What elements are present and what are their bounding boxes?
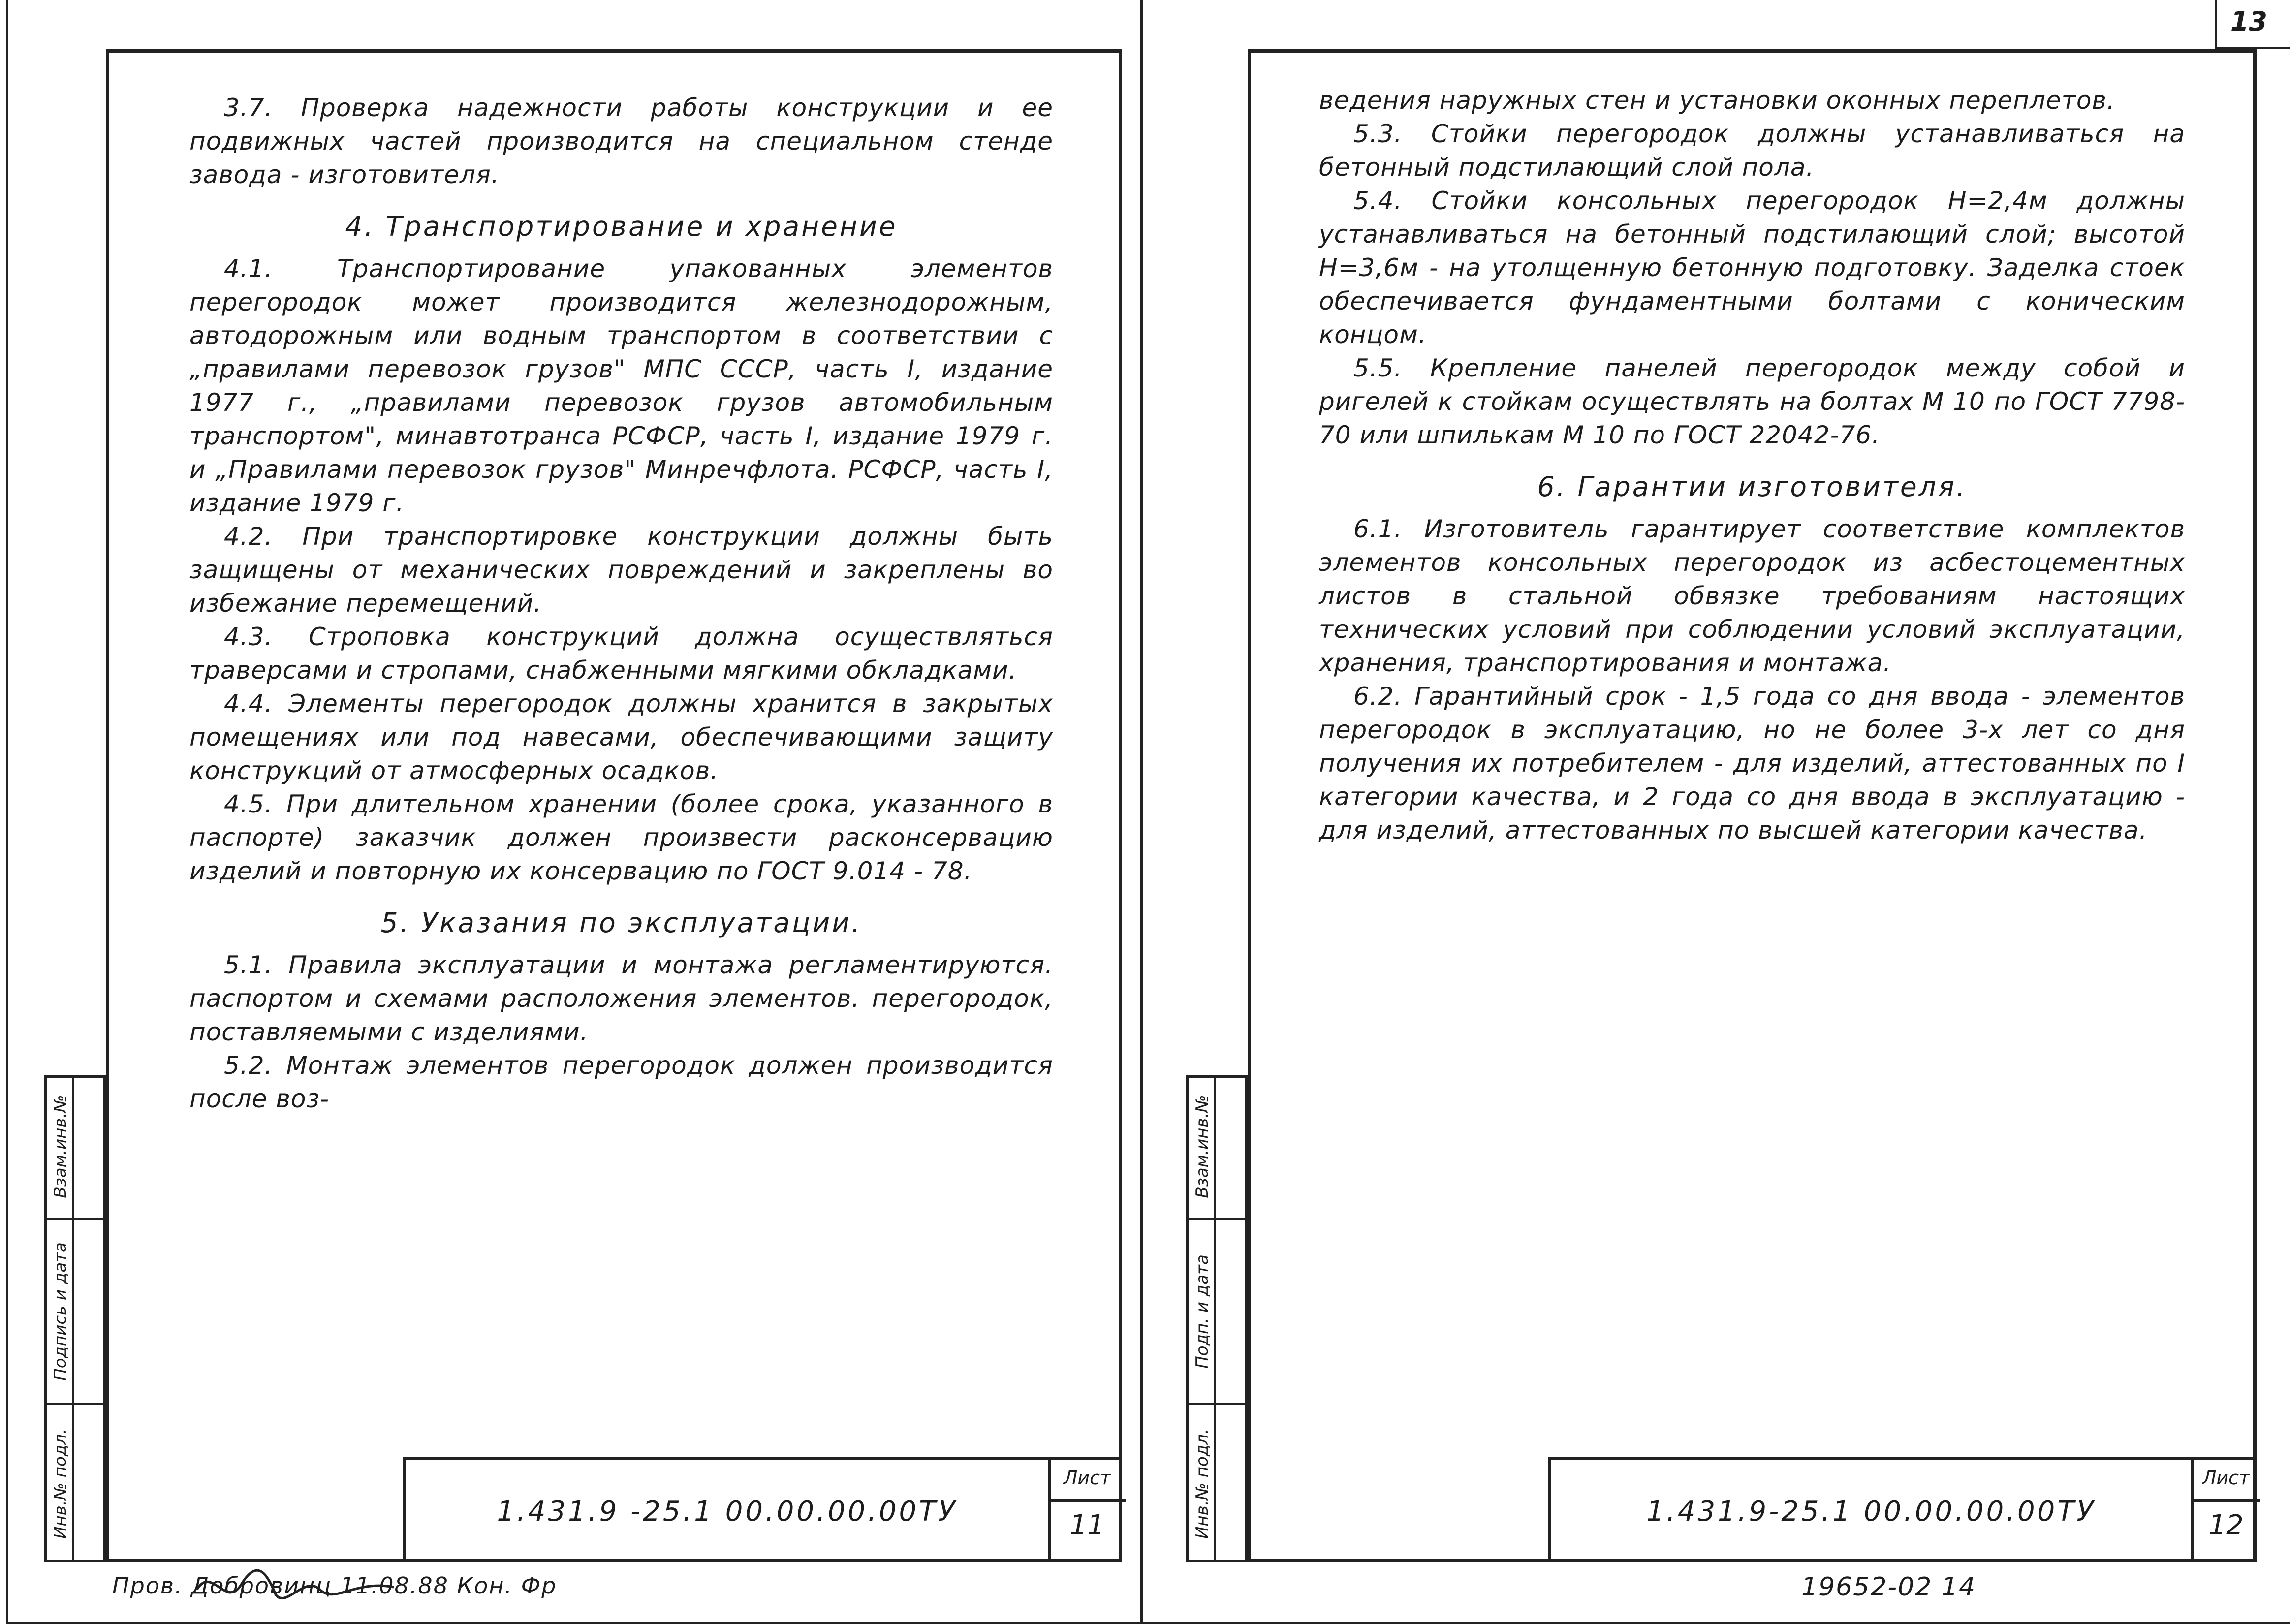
left-side-stamp <box>44 1075 106 1562</box>
replacement-inventory-label: Взам.инв.№ <box>51 1095 70 1198</box>
paragraph: 5.2. Монтаж элементов перегородок должен производится после воз- <box>189 1051 1053 1113</box>
replacement-inventory-label: Взам.инв.№ <box>1192 1095 1212 1198</box>
left-page-text <box>189 91 1053 1116</box>
original-inventory-label: Инв.№ подл. <box>1192 1429 1212 1539</box>
paragraph: ведения наружных стен и установки оконных переплетов. <box>1319 86 2115 115</box>
paragraph: 5.1. Правила эксплуатации и монтажа регламентируются. паспортом и схемами расположения элементов. перегородок, поставляемыми с изделиями. <box>189 950 1053 1046</box>
sheet-label: Лист <box>1063 1467 1111 1489</box>
signature-date-label: Подп. и дата <box>1192 1254 1212 1369</box>
paragraph: 5.3. Стойки перегородок должны устанавливаться на бетонный подстилающий слой пола. <box>1319 120 2185 182</box>
sheet-number-cell: 11 <box>1069 1509 1105 1541</box>
paragraph: 4.2. При транспортировке конструкции должны быть защищены от механических повреждений и закреплены во избежание перемещений. <box>189 522 1053 618</box>
handwritten-signature-icon <box>192 1560 399 1614</box>
sheet-label: Лист <box>2202 1467 2250 1489</box>
paragraph: 5.5. Крепление панелей перегородок между собой и ригелей к стойкам осуществлять на болтах М 10 по ГОСТ 7798-70 или шпилькам М 10 по ГОСТ 22042-76. <box>1319 354 2185 449</box>
right-side-stamp <box>1186 1075 1248 1562</box>
original-inventory-label: Инв.№ подл. <box>51 1429 70 1539</box>
left-title-block <box>403 1457 1122 1562</box>
section-heading: 5. Указания по эксплуатации. <box>380 906 862 938</box>
paragraph: 6.2. Гарантийный срок - 1,5 года со дня ввода - элементов перегородок в эксплуатацию, но не более 3-х лет со дня получения их потребителем - для изделий, аттестованных по I категории качества, и 2 года со дня ввода в эксплуатацию - для изделий, аттестованных по высшей категории качества. <box>1319 682 2185 844</box>
sheet-number: 13 <box>2230 6 2267 37</box>
sheet-number-cell: 12 <box>2208 1509 2244 1541</box>
signature-date-label: Подпись и дата <box>51 1242 70 1381</box>
right-title-block <box>1548 1457 2257 1562</box>
paragraph: 4.5. При длительном хранении (более срока, указанного в паспорте) заказчик должен произвести расконсервацию изделий и повторную их консервацию по ГОСТ 9.014 - 78. <box>189 789 1053 885</box>
paragraph: 6.1. Изготовитель гарантирует соответствие комплектов элементов консольных перегородок из асбестоцементных листов в стальной обвязке требованиям настоящих технических условий при соблюдении условий эксплуатации, хранения, транспортирования и монтажа. <box>1319 514 2185 677</box>
section-heading: 4. Транспортирование и хранение <box>345 211 898 242</box>
document-code: 1.431.9-25.1 00.00.00.00ТУ <box>1646 1495 2096 1528</box>
paragraph: 4.1. Транспортирование упакованных элементов перегородок может производится железнодорожным, автодорожным или водным транспортом в соответствии с „правилами перевозок грузов" МПС СССР, часть I, издание 1977 г., „правилами перевозок грузов автомобильным транспортом", минавтотранса РСФСР, часть I, издание 1979 г. и „Правилами перевозок грузов" Минречфлота. РСФСР, часть I, издание 1979 г. <box>189 254 1053 517</box>
paragraph: 4.3. Строповка конструкций должна осуществляться траверсами и стропами, снабженными мягкими обкладками. <box>189 622 1053 685</box>
checker-signature-line: Пров. Добровинц 11.08.88 Кон. Фр <box>112 1572 557 1599</box>
section-heading: 6. Гарантии изготовителя. <box>1537 471 1967 502</box>
paragraph: 5.4. Стойки консольных перегородок Н=2,4м должны устанавливаться на бетонный подстилающий слой; высотой Н=3,6м - на утолщенную бетонную подготовку. Заделка стоек обеспечивается фундаментными болтами с коническим концом. <box>1319 187 2185 349</box>
paragraph: 3.7. Проверка надежности работы конструкции и ее подвижных частей производится на специальном стенде завода - изготовителя. <box>189 94 1053 189</box>
right-page-text <box>1319 84 2185 847</box>
document-code: 1.431.9 -25.1 00.00.00.00ТУ <box>497 1495 958 1528</box>
archive-number: 19652-02 14 <box>1801 1572 1976 1602</box>
corner-sheet-box <box>2215 0 2290 49</box>
paragraph: 4.4. Элементы перегородок должны хранится в закрытых помещениях или под навесами, обеспечивающими защиту конструкций от атмосферных осадков. <box>189 689 1053 785</box>
